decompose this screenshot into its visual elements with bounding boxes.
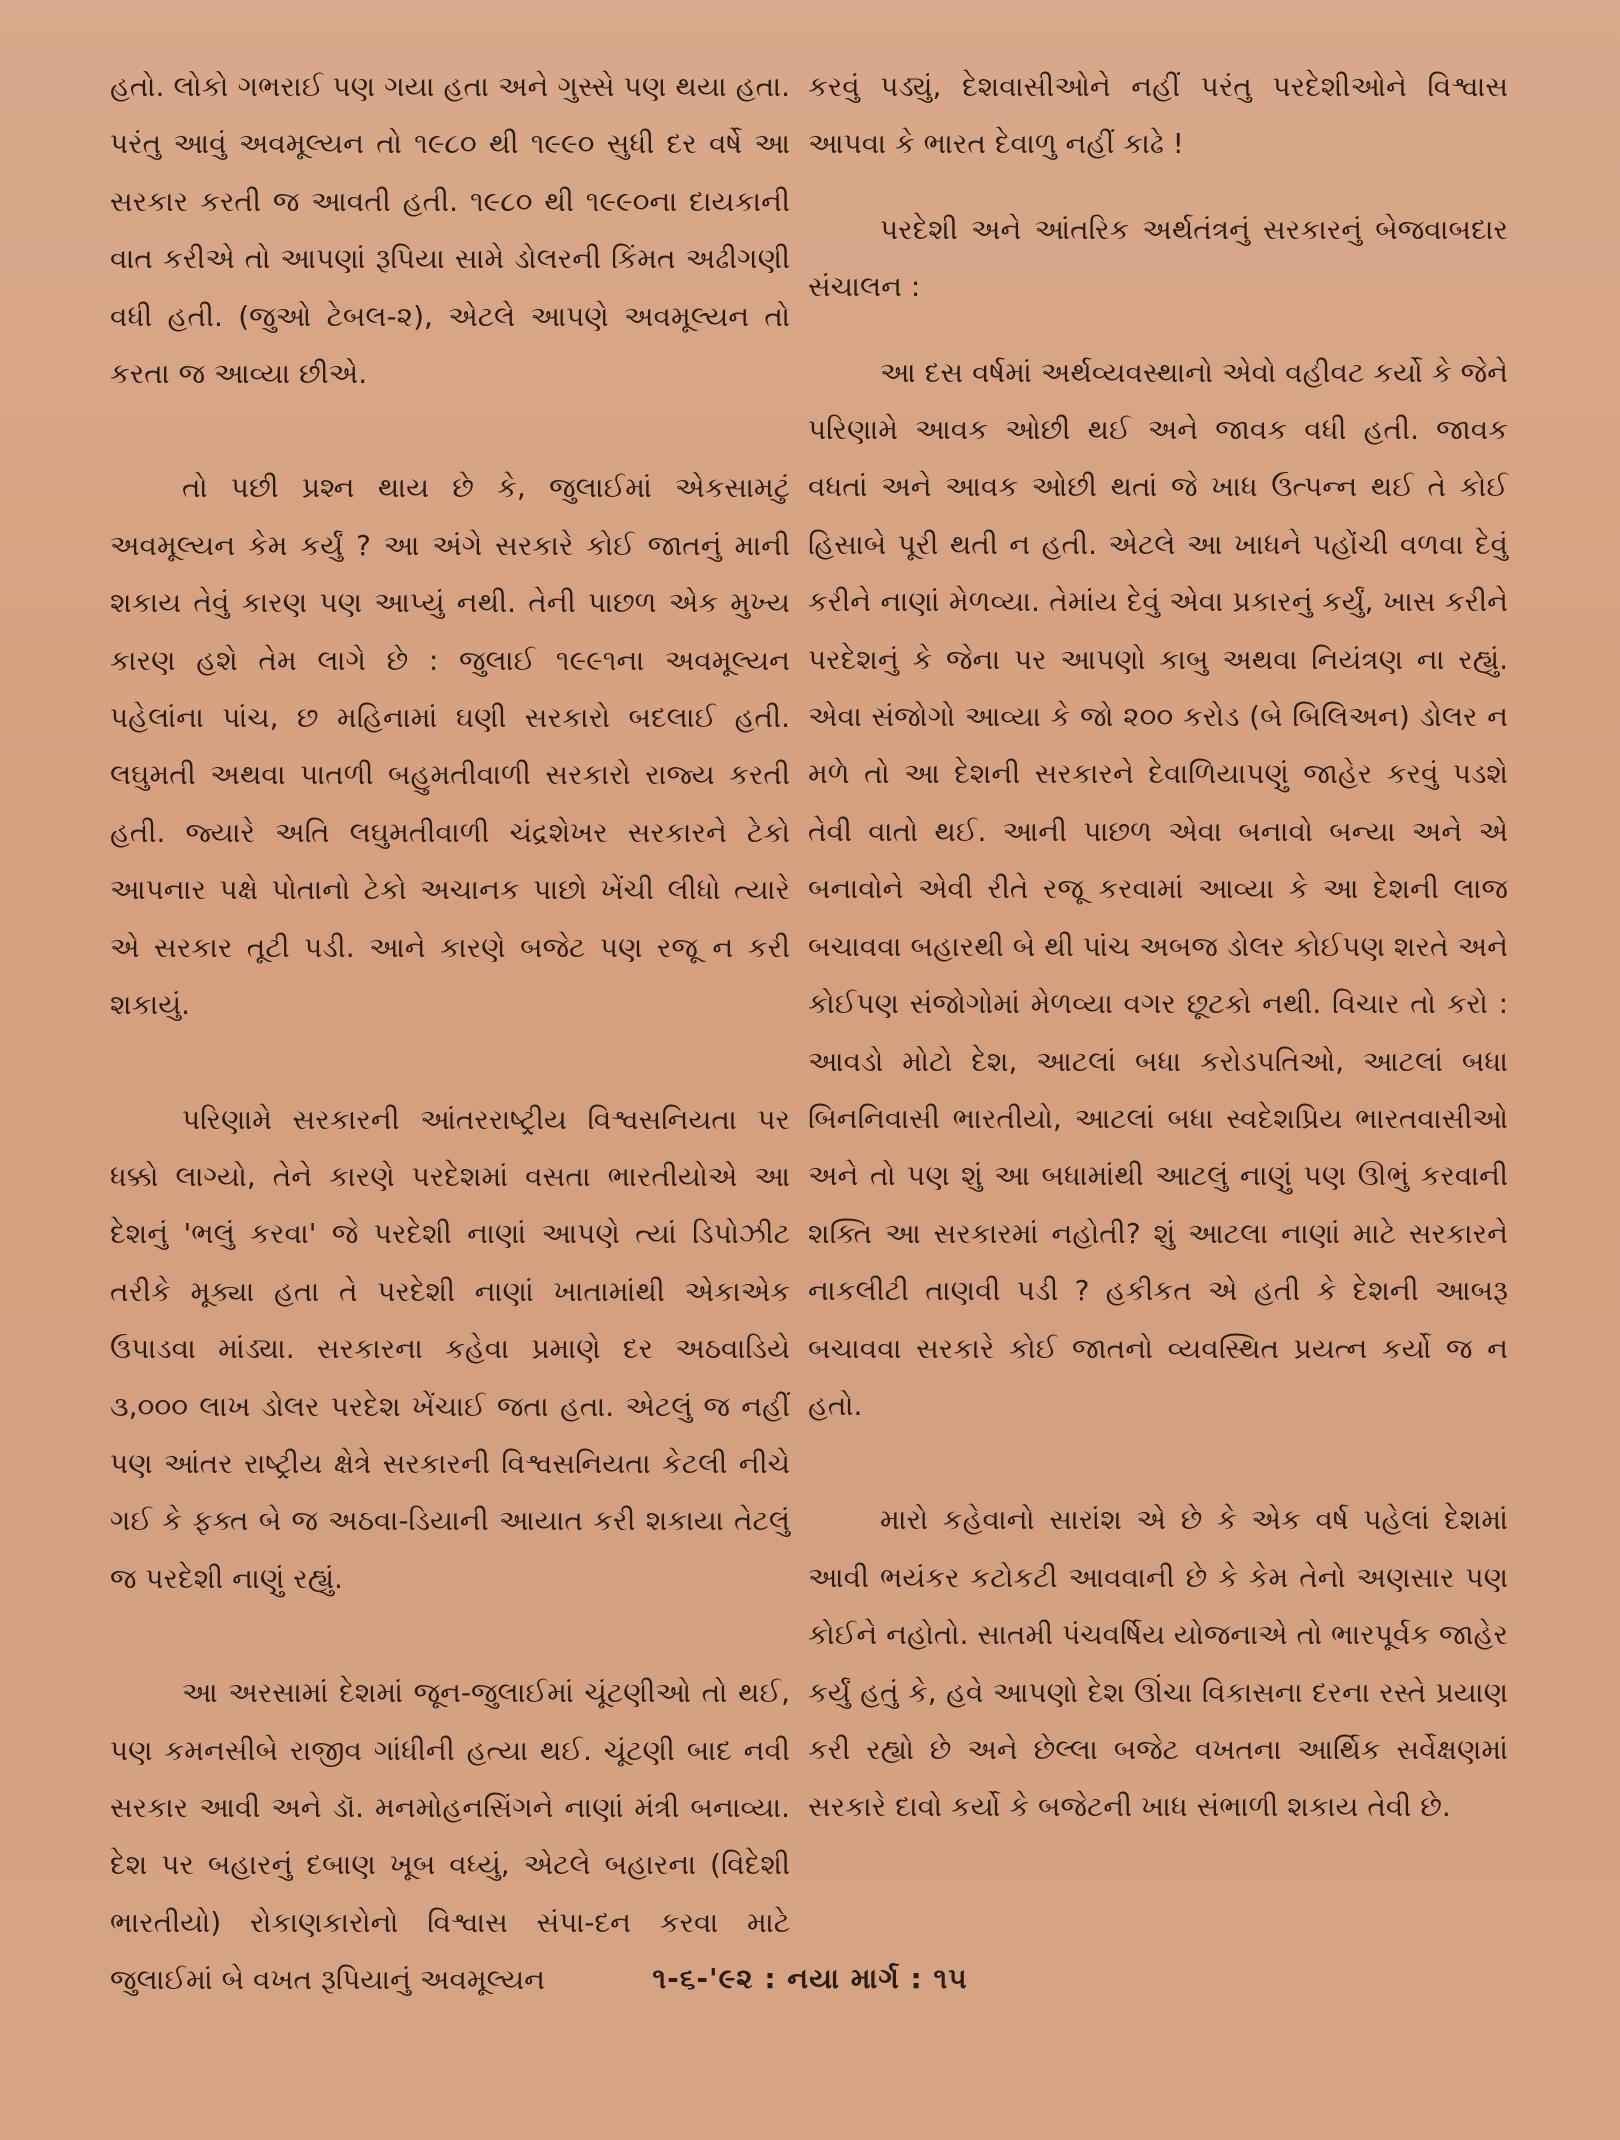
paragraph-elections: આ અરસામાં દેશમાં જૂન-જુલાઈમાં ચૂંટણીઓ તો થઈ, પણ કમનસીબે રાજીવ ગાંધીની હત્યા થઈ. ચૂંટણી બાદ નવી સરકાર આવી અને ડૉ. મનમોહનસિંગને નાણાં મંત્રી બનાવ્યા. દેશ પર બહારનું દબાણ ખૂબ વધ્યું, એટલે બહારના (વિદેશી ભારતીયો) રોકાણકારોનો વિશ્વાસ સંપા-દન કરવા માટે જુલાઈમાં બે વખત રૂપિયાનું અવમૂલ્યન [110, 1676, 790, 1997]
section-heading: પરદેશી અને આંતરિક અર્થતંત્રનું સરકારનું બેજવાબદાર સંચાલન : [808, 212, 1508, 304]
paragraph-mismanagement: આ દસ વર્ષમાં અર્થવ્યવસ્થાનો એવો વહીવટ કર્યો કે જેને પરિણામે આવક ઓછી થઈ અને જાવક વધી હતી. જાવક વધતાં અને આવક ઓછી થતાં જે ખાધ ઉત્પન્ન થઈ તે કોઈ હિસાબે પૂરી થતી ન હતી. એટલે આ ખાધને પહોંચી વળવા દેવું કરીને નાણાં મેળવ્યા. તેમાંય દેવું એવા પ્રકારનું કર્યું, ખાસ કરીને પરદેશનું કે જેના પર આપણો કાબુ અથવા નિયંત્રણ ના રહ્યું. એવા સંજોગો આવ્યા કે જો ૨૦૦ કરોડ (બે બિલિઅન) ડોલર ન મળે તો આ દેશની સરકારને દેવાળિયાપણું જાહેર કરવું પડશે તેવી વાતો થઈ. આની પાછળ એવા બનાવો બન્યા અને એ બનાવોને એવી રીતે રજૂ કરવામાં આવ્યા કે આ દેશની લાજ બચાવવા બહારથી બે થી પાંચ અબજ ડોલર કોઈપણ શરતે અને કોઈપણ સંજોગોમાં મેળવ્યા વગર છૂટકો નથી. વિચાર તો કરો : આવડો મોટો દેશ, આટલાં બધા કરોડપતિઓ, આટલાં બધા બિનનિવાસી ભારતીયો, આટલાં બધા સ્વદેશપ્રિય ભારતવાસીઓ અને તો પણ શું આ બધામાંથી આટલું નાણું પણ ઊભું કરવાની શક્તિ આ સરકારમાં નહોતી? શું આટલા નાણાં માટે સરકારને નાકલીટી તાણવી પડી ? હકીકત એ હતી કે દેશની આબરૂ બચાવવા સરકારે કોઈ જાતનો વ્યવસ્થિત પ્રયત્ન કર્યો જ ન હતો. [808, 355, 1508, 1422]
right-column [808, 58, 1508, 1836]
paragraph-continuation-right: કરવું પડ્યું, દેશવાસીઓને નહીં પરંતુ પરદેશીઓને વિશ્વાસ આપવા કે ભારત દેવાળુ નહીં કાઢે ! [808, 70, 1508, 161]
left-column [110, 58, 790, 2009]
paragraph-continuation: હતો. લોકો ગભરાઈ પણ ગયા હતા અને ગુસ્સે પણ થયા હતા. પરંતુ આવું અવમૂલ્યન તો ૧૯૮૦ થી ૧૯૯૦ સુધી દર વર્ષે આ સરકાર કરતી જ આવતી હતી. ૧૯૮૦ થી ૧૯૯૦ના દાયકાની વાત કરીએ તો આપણાં રૂપિયા સામે ડોલરની કિંમત અઢીગણી વધી હતી. (જુઓ ટેબલ-૨), એટલે આપણે અવમૂલ્યન તો કરતા જ આવ્યા છીએ. [110, 70, 790, 391]
paragraph-credibility: પરિણામે સરકારની આંતરરાષ્ટ્રીય વિશ્વસનિયતા પર ધક્કો લાગ્યો, તેને કારણે પરદેશમાં વસતા ભારતીયોએ આ દેશનું 'ભલું કરવા' જે પરદેશી નાણાં આપણે ત્યાં ડિપોઝીટ તરીકે મૂક્યા હતા તે પરદેશી નાણાં ખાતામાંથી એકાએક ઉપાડવા માંડ્યા. સરકારના કહેવા પ્રમાણે દર અઠવાડિયે ૩,૦૦૦ લાખ ડોલર પરદેશ ખેંચાઈ જતા હતા. એટલું જ નહીં પણ આંતર રાષ્ટ્રીય ક્ષેત્રે સરકારની વિશ્વસનિયતા કેટલી નીચે ગઈ કે ફક્ત બે જ અઠવા-ડિયાની આયાત કરી શકાયા તેટલું જ પરદેશી નાણું રહ્યું. [110, 1102, 790, 1595]
paragraph-july-devaluation: તો પછી પ્રશ્ન થાય છે કે, જુલાઈમાં એકસામટું અવમૂલ્યન કેમ કર્યું ? આ અંગે સરકારે કોઈ જાતનું માની શકાય તેવું કારણ પણ આપ્યું નથી. તેની પાછળ એક મુખ્ય કારણ હશે તેમ લાગે છે : જુલાઈ ૧૯૯૧ના અવમૂલ્યન પહેલાંના પાંચ, છ મહિનામાં ઘણી સરકારો બદલાઈ હતી. લઘુમતી અથવા પાતળી બહુમતીવાળી સરકારો રાજ્ય કરતી હતી. જ્યારે અતિ લઘુમતીવાળી ચંદ્રશેખર સરકારને ટેકો આપનાર પક્ષે પોતાનો ટેકો અચાનક પાછો ખેંચી લીધો ત્યારે એ સરકાર તૂટી પડી. આને કારણે બજેટ પણ રજૂ ન કરી શકાયું. [110, 471, 790, 1022]
page-footer: ૧-૬-'૯૨ : નયા માર્ગ : ૧૫ [652, 1962, 968, 1995]
paragraph-summary: મારો કહેવાનો સારાંશ એ છે કે એક વર્ષ પહેલાં દેશમાં આવી ભયંકર કટોકટી આવવાની છે કે કેમ તેનો અણસાર પણ કોઈને નહોતો. સાતમી પંચવર્ષિય યોજનાએ તો ભારપૂર્વક જાહેર કર્યું હતું કે, હવે આપણો દેશ ઊંચા વિકાસના દરના રસ્તે પ્રયાણ કરી રહ્યો છે અને છેલ્લા બજેટ વખતના આર્થિક સર્વેક્ષણમાં સરકારે દાવો કર્યો કે બજેટની ખાધ સંભાળી શકાય તેવી છે. [808, 1503, 1508, 1824]
